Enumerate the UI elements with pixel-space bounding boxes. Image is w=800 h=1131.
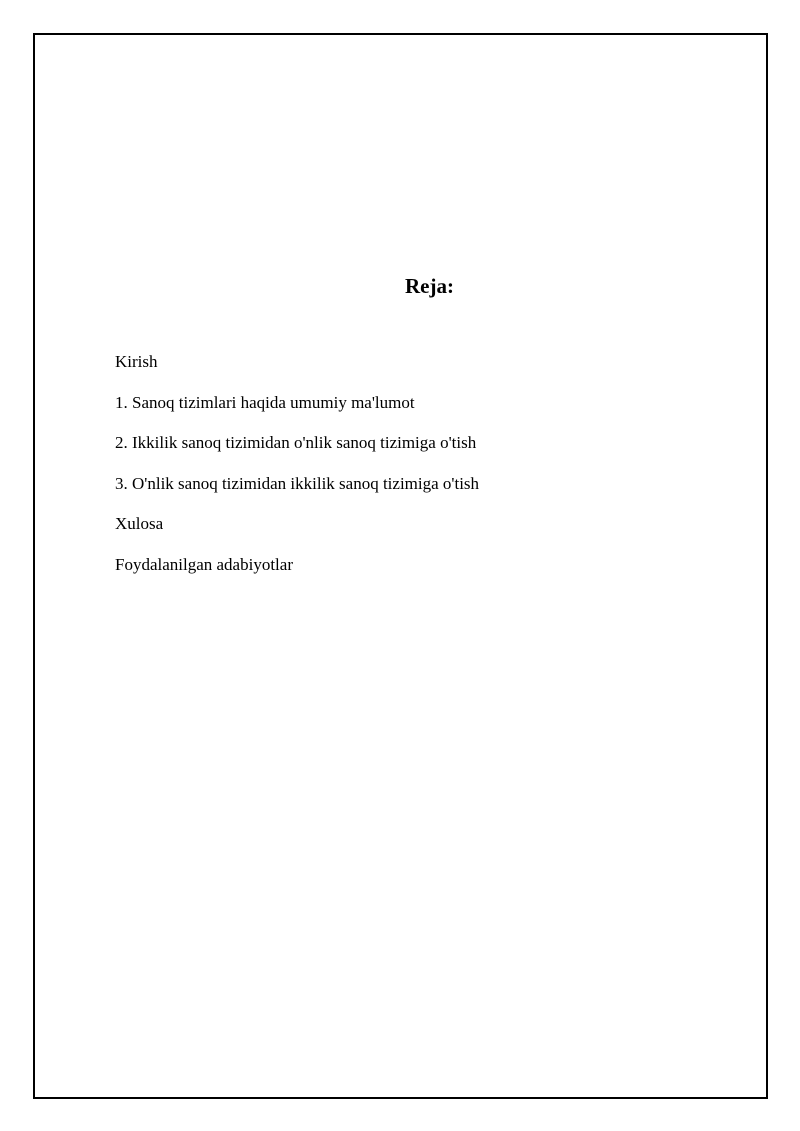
- page-title: Reja:: [405, 274, 454, 298]
- toc-item-section-1: 1. Sanoq tizimlari haqida umumiy ma'lumot: [115, 392, 415, 412]
- toc-item-section-2: 2. Ikkilik sanoq tizimidan o'nlik sanoq tizimiga o'tish: [115, 433, 477, 453]
- toc-item-introduction: Kirish: [115, 352, 158, 371]
- toc-item-conclusion: Xulosa: [115, 514, 164, 534]
- toc-item-references: Foydalanilgan adabiyotlar: [115, 554, 293, 574]
- table-of-contents: [115, 352, 479, 596]
- toc-item-section-3: 3. O'nlik sanoq tizimidan ikkilik sanoq tizimiga o'tish: [115, 473, 480, 493]
